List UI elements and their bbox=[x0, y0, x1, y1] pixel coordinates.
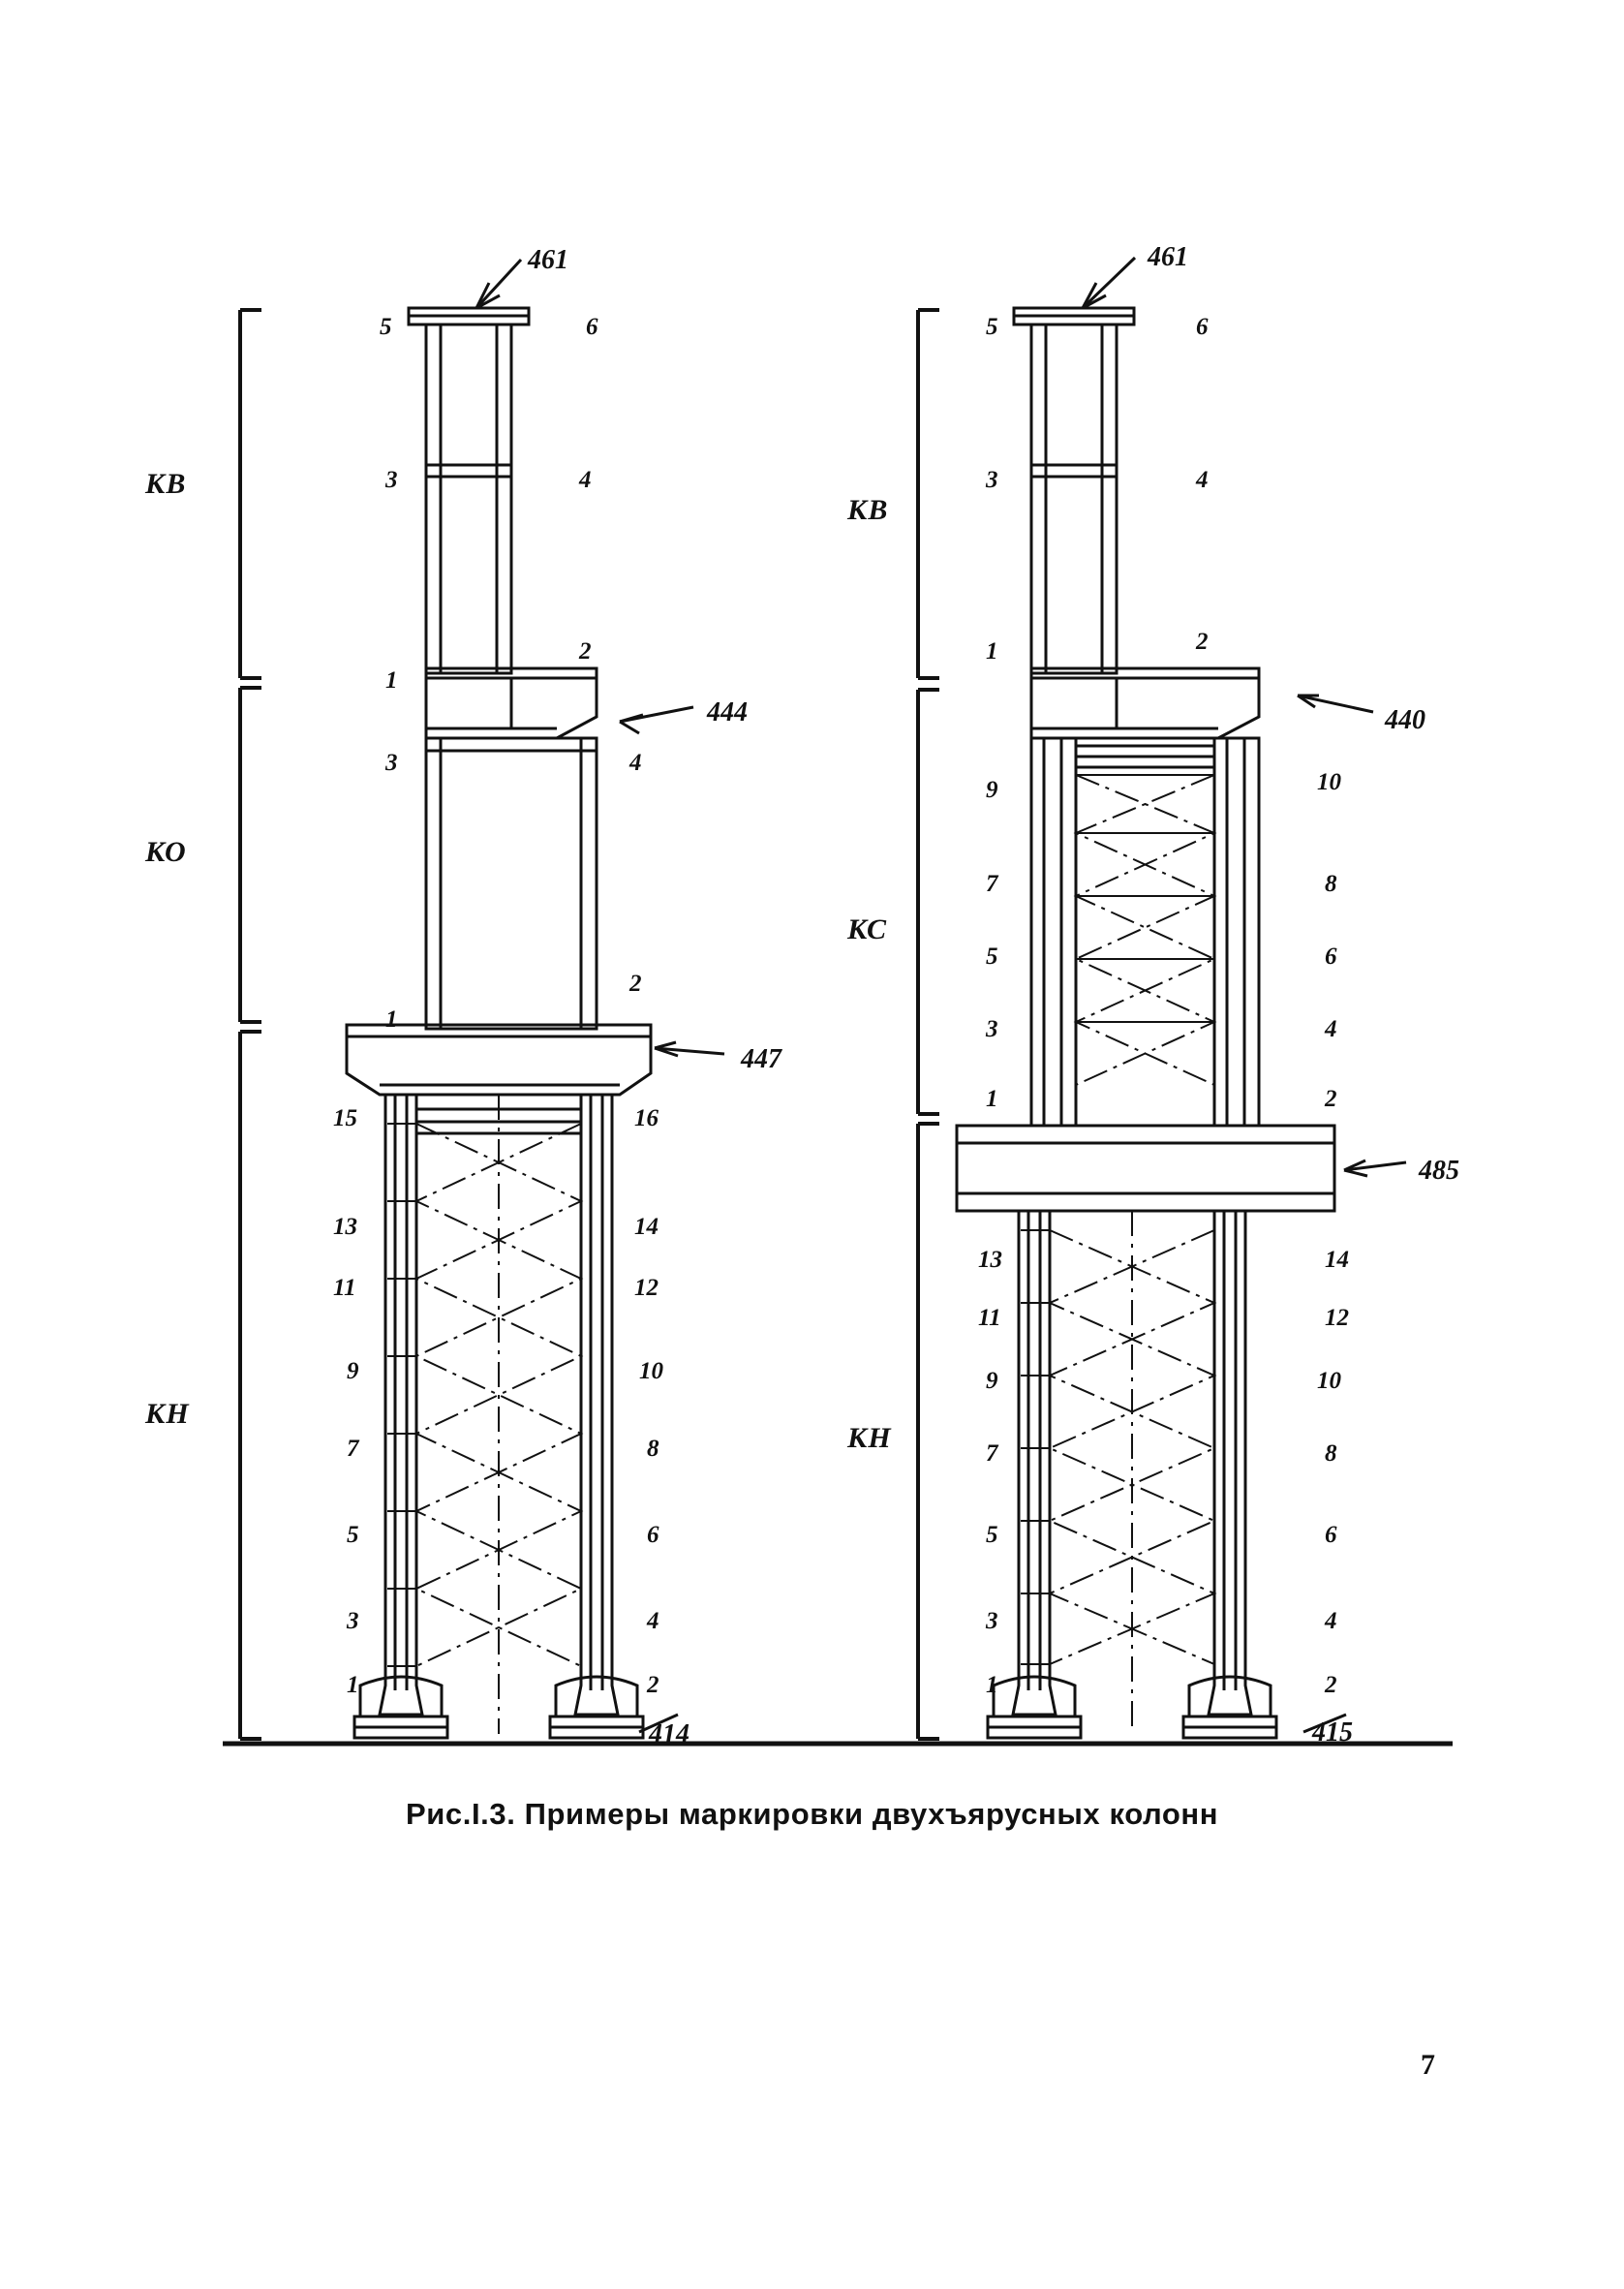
right-brace-kv bbox=[918, 310, 939, 678]
left-number: 11 bbox=[333, 1275, 356, 1301]
right-number-right: 12 bbox=[1325, 1305, 1349, 1331]
left-number-right: 8 bbox=[647, 1436, 659, 1462]
left-number: 15 bbox=[333, 1105, 357, 1131]
right-plate-485 bbox=[957, 1126, 1334, 1211]
right-number: 13 bbox=[978, 1247, 1002, 1273]
right-number-right: 4 bbox=[1325, 1016, 1337, 1042]
right-callout-485: 485 bbox=[1419, 1156, 1459, 1186]
right-number: 1 bbox=[986, 1672, 998, 1698]
right-lower-tier-legs bbox=[1013, 1211, 1251, 1734]
left-lower-tier-legs bbox=[380, 1095, 618, 1734]
page-number: 7 bbox=[1421, 2049, 1435, 2081]
left-leader-lines bbox=[476, 260, 724, 1732]
left-number-right: 4 bbox=[647, 1608, 659, 1634]
right-group-label-kv: КВ bbox=[847, 494, 889, 526]
left-group-label-ko: КО bbox=[145, 836, 187, 868]
right-number-right: 2 bbox=[1325, 1086, 1337, 1112]
left-number: 13 bbox=[333, 1214, 357, 1240]
left-upper-tier-shaft bbox=[409, 308, 529, 673]
right-number-right: 6 bbox=[1325, 943, 1337, 970]
left-number-right: 10 bbox=[639, 1358, 663, 1384]
right-number: 7 bbox=[986, 1440, 998, 1467]
left-number-right: 12 bbox=[634, 1275, 659, 1301]
left-number-right: 2 bbox=[579, 638, 592, 665]
right-callout-415: 415 bbox=[1312, 1717, 1353, 1748]
left-middle-tier-shaft bbox=[426, 738, 597, 1029]
right-number: 5 bbox=[986, 1522, 998, 1548]
left-number-right: 2 bbox=[647, 1672, 659, 1698]
left-number: 7 bbox=[347, 1436, 359, 1462]
right-number-right: 10 bbox=[1317, 1368, 1341, 1394]
right-group-label-kc: КС bbox=[847, 913, 887, 945]
left-brace-ko bbox=[240, 688, 261, 1022]
right-number-right: 4 bbox=[1196, 467, 1209, 493]
left-number-right: 2 bbox=[629, 971, 642, 997]
left-brace-kn bbox=[240, 1032, 261, 1739]
right-brace-kn bbox=[918, 1124, 939, 1739]
right-callout-461: 461 bbox=[1148, 242, 1188, 272]
right-number-right: 6 bbox=[1196, 314, 1209, 340]
left-number-ticks bbox=[387, 1124, 416, 1666]
left-number-right: 16 bbox=[634, 1105, 659, 1131]
right-number: 9 bbox=[986, 1368, 998, 1394]
left-number: 1 bbox=[347, 1672, 359, 1698]
left-brace-kv bbox=[240, 310, 261, 678]
right-middle-tier-frame bbox=[1031, 738, 1259, 1126]
left-number-right: 14 bbox=[634, 1214, 659, 1240]
right-number-right: 14 bbox=[1325, 1247, 1349, 1273]
right-number: 5 bbox=[986, 943, 998, 970]
figure-caption: Рис.I.3. Примеры маркировки двухъярусных колонн bbox=[405, 1797, 1219, 1831]
left-number: 5 bbox=[380, 314, 392, 340]
left-number: 1 bbox=[385, 1006, 398, 1033]
left-number: 3 bbox=[385, 467, 398, 493]
left-number-right: 6 bbox=[586, 314, 598, 340]
left-callout-461: 461 bbox=[528, 245, 568, 275]
left-number: 3 bbox=[385, 750, 398, 776]
right-number: 3 bbox=[986, 1016, 998, 1042]
right-number: 5 bbox=[986, 314, 998, 340]
right-number-right: 2 bbox=[1325, 1672, 1337, 1698]
right-number-right: 6 bbox=[1325, 1522, 1337, 1548]
right-number: 3 bbox=[986, 467, 998, 493]
right-number-right: 8 bbox=[1325, 1440, 1337, 1467]
right-number-right: 4 bbox=[1325, 1608, 1337, 1634]
right-corbel-440 bbox=[1031, 668, 1259, 738]
left-number: 5 bbox=[347, 1522, 359, 1548]
left-number-right: 6 bbox=[647, 1522, 659, 1548]
right-number-right: 2 bbox=[1196, 629, 1209, 655]
left-callout-414: 414 bbox=[649, 1719, 689, 1749]
left-number-right: 4 bbox=[629, 750, 642, 776]
right-number: 3 bbox=[986, 1608, 998, 1634]
left-number: 9 bbox=[347, 1358, 359, 1384]
left-number: 1 bbox=[385, 667, 398, 694]
left-console-447 bbox=[347, 1025, 651, 1095]
right-number: 11 bbox=[978, 1305, 1001, 1331]
left-number: 3 bbox=[347, 1608, 359, 1634]
left-callout-444: 444 bbox=[707, 697, 748, 727]
right-callout-440: 440 bbox=[1385, 705, 1425, 735]
right-group-label-kn: КН bbox=[847, 1422, 892, 1454]
right-upper-tier-shaft bbox=[1014, 308, 1134, 673]
right-number: 1 bbox=[986, 1086, 998, 1112]
right-number: 9 bbox=[986, 777, 998, 803]
left-number-right: 4 bbox=[579, 467, 592, 493]
right-number-right: 8 bbox=[1325, 871, 1337, 897]
left-group-label-kv: КВ bbox=[145, 468, 187, 500]
left-group-label-kn: КН bbox=[145, 1398, 190, 1430]
right-number: 7 bbox=[986, 871, 998, 897]
right-number-right: 10 bbox=[1317, 769, 1341, 795]
left-callout-447: 447 bbox=[741, 1044, 781, 1074]
left-corbel-444 bbox=[426, 668, 597, 738]
right-brace-kc bbox=[918, 690, 939, 1114]
right-number: 1 bbox=[986, 638, 998, 665]
